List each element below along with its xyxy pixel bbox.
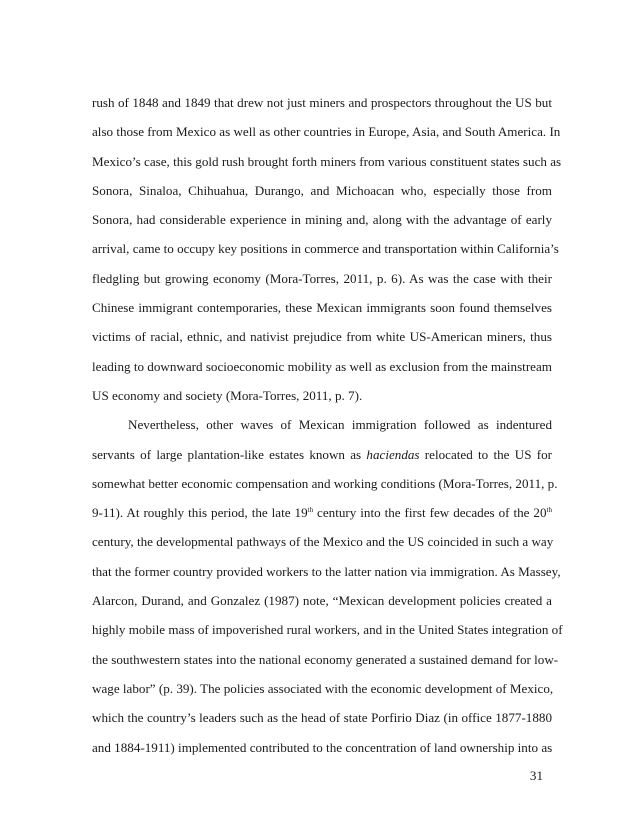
text-segment: century into the first few decades of the 20 xyxy=(313,505,547,521)
text-line: rush of 1848 and 1849 that drew not just miners and prospectors throughout the US but xyxy=(92,95,552,110)
text-segment: relocated to the US for xyxy=(419,446,553,462)
text-line: leading to downward socioeconomic mobility as well as exclusion from the mainstream xyxy=(92,358,552,374)
text-line: Mexico’s case, this gold rush brought forth miners from various constituent states such as xyxy=(92,153,562,169)
text-line: and 1884-1911) implemented contributed to the concentration of land ownership into as xyxy=(92,739,553,755)
text-segment: 9-11). At roughly this period, the late 19 xyxy=(92,505,308,521)
italic-term: haciendas xyxy=(366,446,420,462)
text-line xyxy=(92,440,552,469)
text-line: century, the developmental pathways of the Mexico and the US coincided in such a way xyxy=(92,534,554,550)
text-line: Sonora, Sinaloa, Chihuahua, Durango, and Michoacan who, especially those from xyxy=(92,182,552,198)
text-line: which the country’s leaders such as the head of state Porfirio Diaz (in office 1877-1880 xyxy=(92,710,552,726)
superscript: th xyxy=(307,506,314,515)
text-line: victims of racial, ethnic, and nativist prejudice from white US-American miners, thus xyxy=(92,329,552,345)
text-line: Sonora, had considerable experience in mining and, along with the advantage of early xyxy=(92,212,552,228)
text-line: arrival, came to occupy key positions in commerce and transportation within California’s xyxy=(92,241,559,257)
text-line: US economy and society (Mora-Torres, 2011, p. 7). xyxy=(92,387,363,403)
text-line: fledgling but growing economy (Mora-Torres, 2011, p. 6). As was the case with their xyxy=(92,270,552,286)
text-line: that the former country provided workers to the latter nation via immigration. As Massey, xyxy=(92,563,561,579)
text-line: Nevertheless, other waves of Mexican immigration followed as indentured xyxy=(128,417,552,433)
body-text xyxy=(92,88,563,762)
text-line: Alarcon, Durand, and Gonzalez (1987) note, “Mexican development policies created a xyxy=(92,593,552,609)
text-segment: servants of large plantation-like estates known as xyxy=(92,446,367,462)
page-number: 31 xyxy=(529,768,543,783)
text-line: the southwestern states into the national economy generated a sustained demand for low- xyxy=(92,651,559,667)
superscript: th xyxy=(546,506,552,515)
text-line: Chinese immigrant contemporaries, these Mexican immigrants soon found themselves xyxy=(92,300,552,316)
text-line: somewhat better economic compensation and working conditions (Mora-Torres, 2011, p. xyxy=(92,475,558,491)
text-line: highly mobile mass of impoverished rural workers, and in the United States integration of xyxy=(92,622,563,638)
text-line: also those from Mexico as well as other countries in Europe, Asia, and South America. In xyxy=(92,124,561,140)
text-line xyxy=(92,498,552,527)
text-line: wage labor” (p. 39). The policies associated with the economic development of Mexico, xyxy=(92,680,554,696)
